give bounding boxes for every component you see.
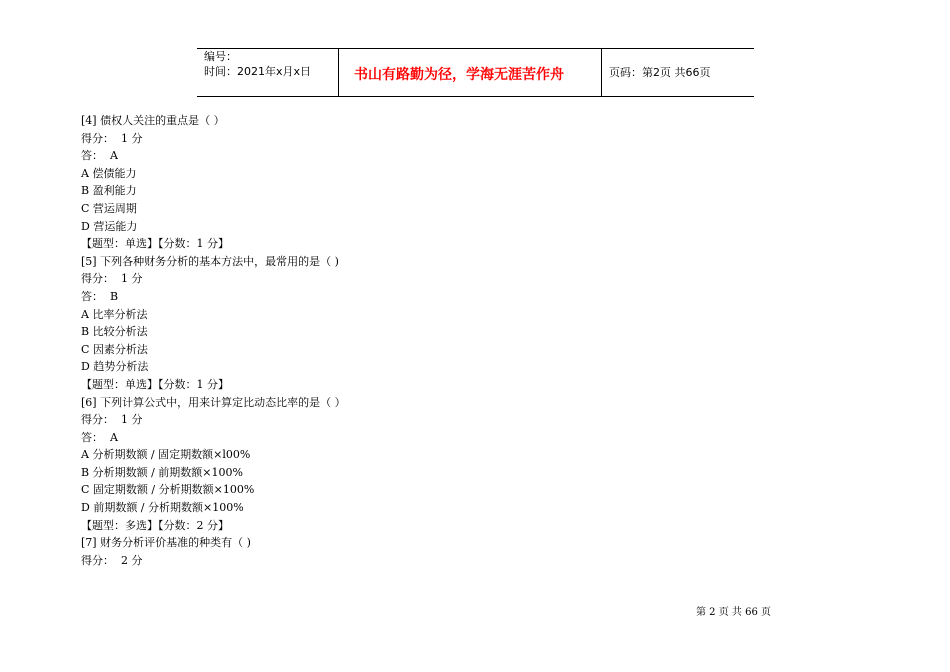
option-b: B 盈利能力 (81, 184, 137, 198)
option-d: D 趋势分析法 (81, 360, 149, 374)
answer-line: 答： A (81, 430, 118, 444)
header-top-rule (197, 48, 754, 49)
option-d: D 营运能力 (81, 219, 138, 233)
option-a: A 偿债能力 (81, 166, 137, 180)
question-4-stem: [4] 债权人关注的重点是（ ） (81, 114, 225, 127)
score-line: 得分： 2 分 (81, 553, 143, 567)
header-divider-right (601, 48, 602, 97)
question-6-stem: [6] 下列计算公式中，用来计算定比动态比率的是（ ） (81, 395, 346, 409)
question-type-line: 【题型：多选】【分数：2 分】 (81, 518, 229, 532)
question-list (81, 112, 346, 569)
option-a: A 分析期数额 / 固定期数额×l00% (81, 448, 251, 462)
time-label: 时间：2021年x月x日 (204, 65, 312, 78)
option-a: A 比率分析法 (81, 307, 148, 321)
header-bottom-rule (197, 96, 754, 97)
option-d: D 前期数额 / 分析期数额×100% (81, 501, 244, 515)
header-motto: 书山有路勤为径，学海无涯苦作舟 (354, 67, 564, 83)
score-line: 得分： 1 分 (81, 413, 143, 427)
question-7-stem: [7] 财务分析评价基准的种类有（ ) (81, 536, 251, 550)
header-divider-left (338, 48, 339, 97)
answer-line: 答： B (81, 289, 119, 303)
option-c: C 因素分析法 (81, 342, 148, 356)
answer-line: 答： A (81, 149, 118, 163)
question-type-line: 【题型：单选】【分数：1 分】 (81, 377, 229, 391)
option-b: B 分析期数额 / 前期数额×100% (81, 465, 243, 479)
option-b: B 比较分析法 (81, 325, 148, 339)
score-line: 得分： 1 分 (81, 272, 143, 286)
serial-label: 编号： (204, 50, 237, 63)
page-footer: 第 2 页 共 66 页 (696, 607, 771, 618)
question-type-line: 【题型：单选】【分数：1 分】 (81, 237, 229, 251)
option-c: C 固定期数额 / 分析期数额×100% (81, 483, 255, 497)
score-line: 得分： 1 分 (81, 131, 143, 145)
option-c: C 营运周期 (81, 201, 137, 215)
question-5-stem: [5] 下列各种财务分析的基本方法中，最常用的是（ ) (81, 254, 339, 268)
page-label: 页码：第2页 共66页 (609, 66, 711, 79)
